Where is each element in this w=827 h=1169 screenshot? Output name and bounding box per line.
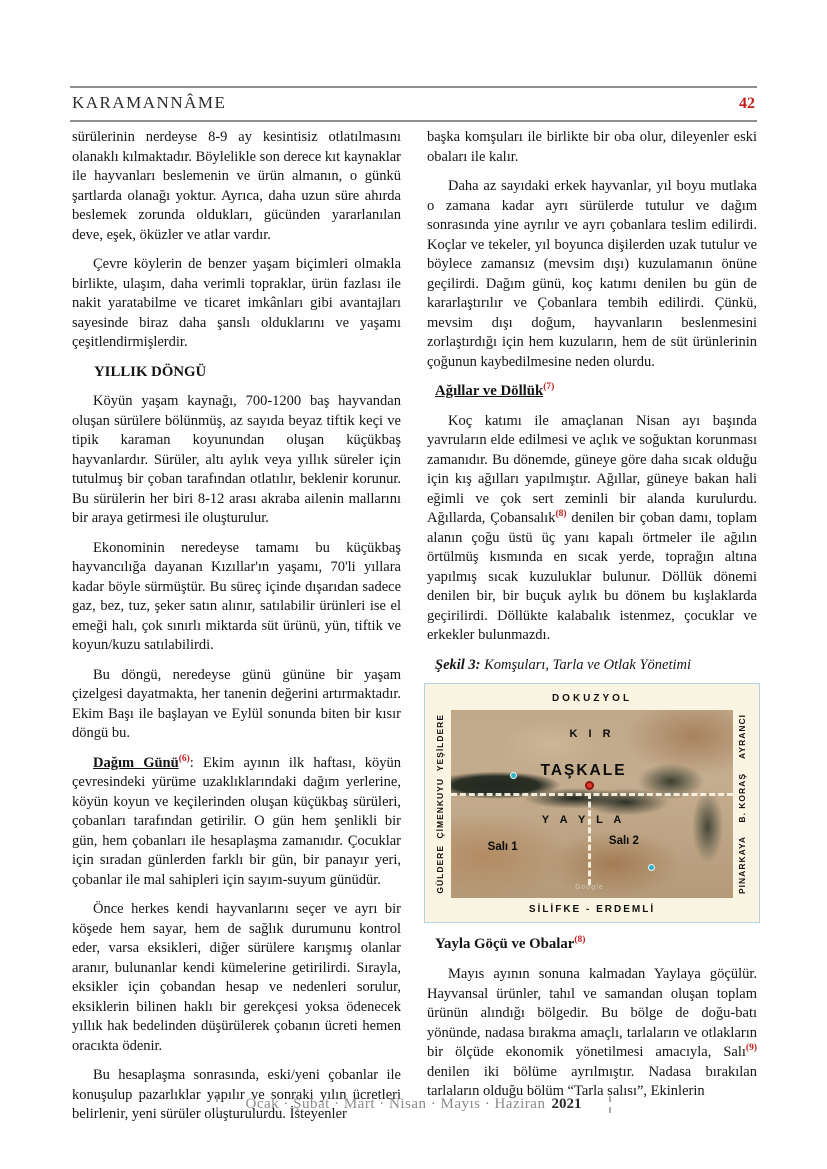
map-region-yayla: Y A Y L A xyxy=(541,814,626,827)
footnote-marker-8b: (8) xyxy=(574,935,586,946)
map-area-sali-1: Salı 1 xyxy=(487,840,518,853)
page-header xyxy=(70,86,757,122)
map-figure xyxy=(424,683,760,923)
figure-caption-text: Komşuları, Tarla ve Otlak Yönetimi xyxy=(480,656,692,673)
place-marker-icon xyxy=(648,864,655,871)
map-label-west-3: GÜLDERE xyxy=(435,845,446,894)
section-heading-agillar xyxy=(427,382,757,402)
footer-divider-right xyxy=(609,1096,611,1113)
map-left-labels xyxy=(431,710,451,898)
paragraph: Önce herkes kendi hayvanlarını seçer ve ayrı bir köşede hem sayar, hem de sağlık durumunu kontrol eder, varsa eksikleri, diğer sürülere karışmış olanlar aranır, bulunanlar kendi kümelerine getirilirdi. Sırayla, eksikler için çobandan hesap ve nedenleri sorulur, eksiklerin bilinen haklı bir gerekçesi yoksa ödenecek yıllık hak bedelinden düşürülerek çobanın ücreti hemen oracıkta ödenir. xyxy=(72,901,401,1054)
paragraph: Daha az sayıdaki erkek hayvanlar, yıl boyu mutlaka o zamana kadar ayrı sürülerde tutulur ve dağım sonrasında yine ayrılır ve ayrı çobanlara teslim edilirdi. Koçlar ve tekeler, yıl boyunca dişilerden uzak tutulur ve böylece zamansız (mevsim dışı) kuzulamanın önüne geçilirdi. Dağım günü, koç katımı denilen bu gün de kararlaştırılır ve Çobanlara tembih edilirdi. Çünkü, mevsim dışı doğum, hayvanların beslenmesini zorlaştırdığı için hem kuzuların, hem de süt ürünlerinin çoğunun kaybedilmesine neden olurdu. xyxy=(427,178,757,370)
figure-label: Şekil 3: xyxy=(435,656,481,673)
footnote-marker-9: (9) xyxy=(745,1043,757,1054)
right-column xyxy=(427,128,757,1135)
page-number: 42 xyxy=(739,95,755,112)
paragraph-text: Mayıs ayının sonuna kalmadan Yaylaya göçülür. Hayvansal ürünler, tahıl ve samandan oluşan toplam ürünün alındığı bölgedir. Bu bölge de doğu-batı yönünde, nadasa bırakma amaçlı, tarlaların ve otlakların bir ölçüde ekonomik yönetilmesi amacıyla, Salı xyxy=(427,966,757,1061)
paragraph-text: denilen bir çoban damı, toplam alanın çoğu üstü üç yanı kapalı örtmeler ile ağılın örtülmüş kısmında en sıcak yerde, toprağın altına yapılmış sıcak kuzuluklar bulunur. Döllük dönemi denilen bir, bir buçuk aylık bu dönem bu kışlaklarda geçirilirdi. Döllükte kalabalık istenmez, çocuklar ve erkekler bulunmazdı. xyxy=(427,510,757,644)
map-label-east-2: B. KORAŞ xyxy=(737,772,748,823)
footnote-marker-6: (6) xyxy=(178,754,190,765)
text-columns xyxy=(72,128,757,1135)
map-label-east-1: AYRANCI xyxy=(737,713,748,759)
paragraph-text: Koç katımı ile amaçlanan Nisan ayı başında yavruların elde edilmesi ve açlık ve soğuktan korunması zamanıdır. Bu dönemde, güneye göre daha sıcak olduğu için kış ağılları yapılmıştır. Ağıllar, güneye bakan hali eğimli ve çok sert zeminli bir alanda kurulurdu. Ağıllarda, Çobansalık xyxy=(427,412,757,527)
paragraph: Ekonominin neredeyse tamamı bu küçükbaş hayvancılığa dayanan Kızıllar'ın yaşamı, 70'li yıllara kadar böyle sürmüştür. Bu süreç içinde dışarıdan sadece gaz, bez, tuz, şeker satın alınır, satılabilir ürünleri ise el emeği halı, çok sınırlı miktarda süt ürünü, yün, tiftik ve koyun/kuzu satılabilirdi. xyxy=(72,539,401,654)
map-right-labels xyxy=(733,710,753,898)
paragraph-text: denilen iki bölüme ayrılmıştır. Nadasa bırakılan tarlaların olduğu bölüm “Tarla salısı”, Ekinlerin xyxy=(427,1063,757,1100)
map-town-taskale: TAŞKALE xyxy=(540,761,627,779)
map-label-north: DOKUZYOL xyxy=(551,693,633,705)
section-heading-yayla xyxy=(427,935,757,955)
satellite-image xyxy=(451,710,733,898)
footer-divider-left xyxy=(216,1096,218,1113)
heading-label: Yayla Göçü ve Obalar xyxy=(435,936,575,953)
map-pin-icon xyxy=(585,781,594,790)
map-label-south: SİLİFKE - ERDEMLİ xyxy=(528,903,656,915)
paragraph: Köyün yaşam kaynağı, 700-1200 baş hayvandan oluşan sürülere bölünmüş, az sayıda beyaz tiftik keçi ve tipik karaman koyunundan oluşan küçükbaş hayvanlardır. Sürüler, altı aylık veya yıllık süreler için tutulmuş bir çoban tarafından otlatılır, beklenir korunur. Bu sürülerin her biri 8-12 arası akraba ailenin mallarını bir araya getirmesi ile oluşturulur. xyxy=(72,393,401,527)
map-label-west-2: ÇİMENKUYU xyxy=(435,777,446,839)
run-in-heading: Dağım Günü xyxy=(93,754,179,771)
map-area-sali-2: Salı 2 xyxy=(608,834,639,847)
page-footer xyxy=(0,1096,827,1113)
footnote-marker-8: (8) xyxy=(555,509,567,520)
paragraph: sürülerinin nerdeyse 8-9 ay kesintisiz otlatılmasını olanaklı kılmaktadır. Böylelikle son derece kıt kaynaklar ile hayvanları beslemenin ve ürün almanın, o günkü şartlarda olanağı yoktur. Ayrıca, daha uzun süre ahırda beslemek zorunda oldukları, gücünden yararlanılan deve, eşek, öküzler ve atlar vardır. xyxy=(72,129,401,243)
paragraph: başka komşuları ile birlikte bir oba olur, dileyenler eski obaları ile kalır. xyxy=(427,129,757,165)
place-marker-icon xyxy=(510,772,517,779)
footnote-marker-7: (7) xyxy=(543,382,555,393)
heading-label: Ağıllar ve Döllük xyxy=(435,383,544,399)
footer-text xyxy=(246,1096,582,1113)
footer-year: 2021 xyxy=(551,1096,582,1112)
boundary-dashed-line-horizontal xyxy=(451,793,733,796)
map-label-east-3: PINARKAYA xyxy=(737,835,748,894)
footer-months: Ocak · Şubat · Mart · Nisan · Mayıs · Haziran xyxy=(245,1096,546,1112)
section-heading-yillik-dongu: YILLIK DÖNGÜ xyxy=(94,363,207,380)
paragraph: Bu döngü, neredeyse günü gününe bir yaşam çizelgesi dayatmakta, her tanenin değerini artırmaktadır. Ekim Başı ile başlayan ve Eylül sonunda biten bir kısır döngü bu. xyxy=(72,666,401,742)
paragraph: Çevre köylerin de benzer yaşam biçimleri olmakla birlikte, ulaşım, daha verimli topraklar, ürün fazlası ile nakit yaratabilme ve ticaret imkânları gibi avantajları sayesinde biraz daha şanslı olduklarını ve yaşamı çeşitlendirmişlerdir. xyxy=(72,256,401,350)
paragraph xyxy=(427,412,757,646)
left-column xyxy=(72,128,401,1135)
map-body xyxy=(431,710,753,898)
figure-caption xyxy=(427,656,757,676)
running-title: KARAMANNÂME xyxy=(72,93,227,112)
paragraph-text: : Ekim ayının ilk haftası, köyün çevresindeki yürüme uzaklıklarındaki dağım yerlerine, köyün koyun ve keçilerinden oluşan küçükbaş sürüleri, çobanları tarafından getirilir. O gün hem şenlikli bir gün, hem çobanları ile hesaplaşma zamanıdır. Çocuklar için sıradan günlerden farklı bir gün, bir panayır yeri, çobanlar ile mal sahipleri için sayım-suyum günüdür. xyxy=(72,754,401,888)
map-watermark: Google xyxy=(575,883,604,891)
map-label-west-1: YEŞİLDERE xyxy=(435,713,446,772)
boundary-dashed-line-vertical xyxy=(588,793,591,885)
paragraph-dagim-gunu xyxy=(72,754,401,891)
paragraph xyxy=(427,965,757,1102)
map-region-kir: K I R xyxy=(569,727,615,740)
paragraph: Bu hesaplaşma sonrasında, eski/yeni çobanlar ile konuşulup pazarlıklar yapılır ve sonraki yılın ücretleri belirlenir, yeni sürüler oluşturulurdu. İsteyenler xyxy=(72,1067,401,1123)
